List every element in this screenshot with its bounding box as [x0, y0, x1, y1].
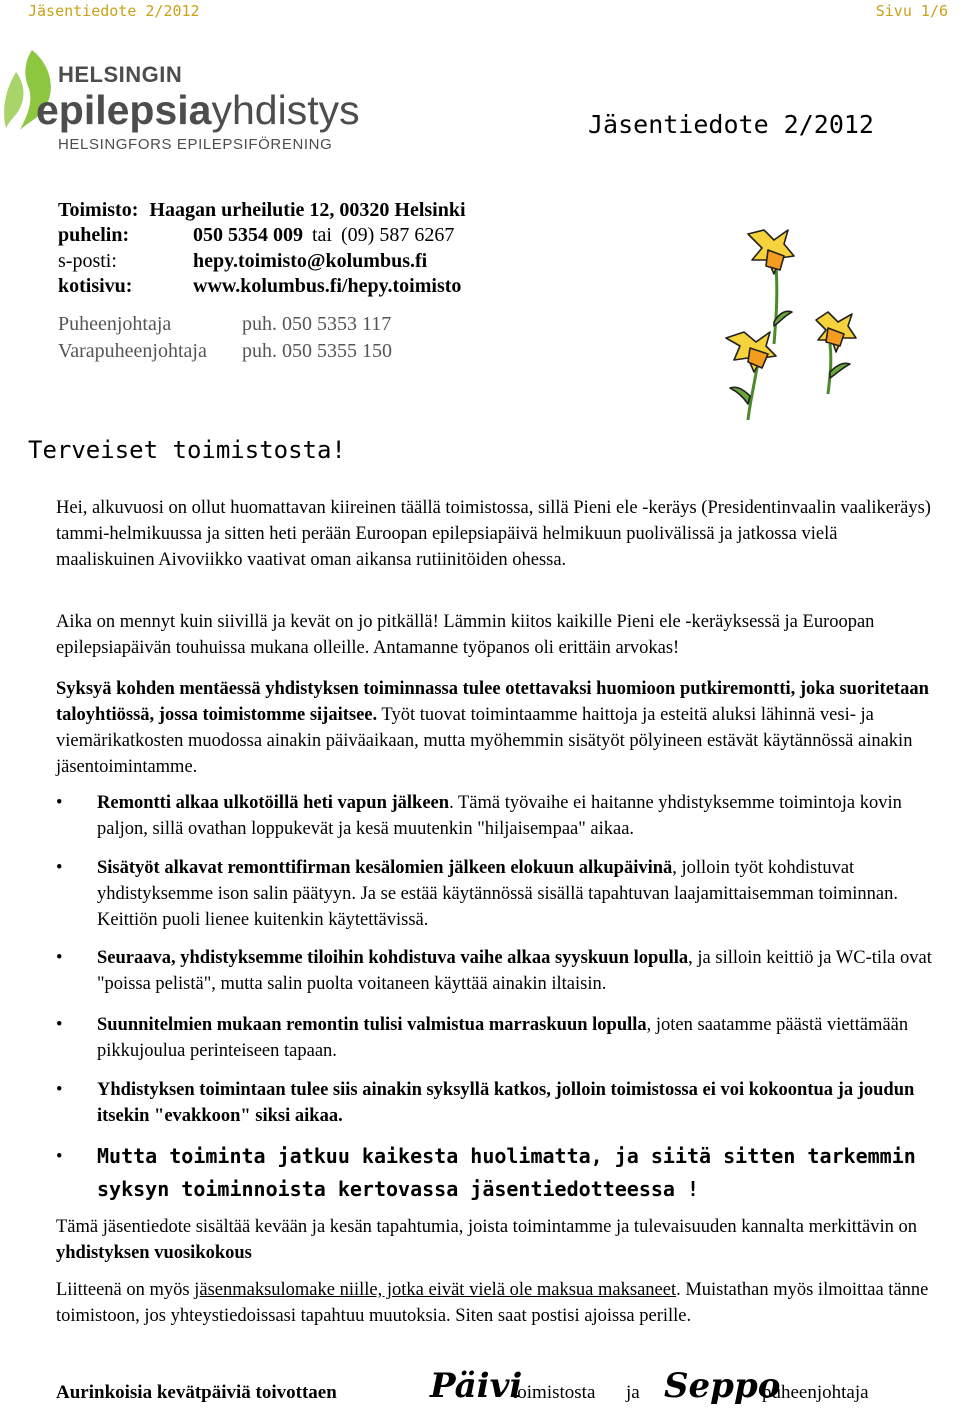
membership-form-note: jäsenmaksulomake niille, jotka eivät vielä ole maksua maksaneet: [194, 1280, 677, 1300]
list-item-lead: Seuraava, yhdistyksemme tiloihin kohdistuva vaihe alkaa syyskuun lopulla: [97, 948, 689, 968]
phone-or: tai: [312, 224, 332, 246]
list-item-text: , joten saatamme päästä viettämään pikkujoulua perinteiseen tapaan.: [97, 1015, 909, 1061]
renovation-schedule-list: [56, 790, 956, 1220]
logo-line-swedish: HELSINGFORS EPILEPSIFÖRENING: [58, 136, 333, 153]
attachment-rest: . Muistathan myös ilmoittaa tänne toimistoon, jos yhteystiedoissasi tapahtuu muutoksia. Siten saat postisi ajoissa perille.: [56, 1280, 929, 1326]
officer-role: Varapuheenjohtaja: [58, 340, 207, 362]
list-item-text: , jolloin työt kohdistuvat yhdistyksemme ison salin päätyyn. Ja se estää käytännössä sisällä tapahtuvan laajamittaisemman toiminnan. Keittiön puoli lienee kuitenkin käytettävissä.: [97, 858, 898, 930]
bullet-icon: •: [56, 1080, 63, 1100]
list-item: [56, 855, 956, 933]
phone-number-1: 050 5354 009: [193, 224, 303, 246]
list-item-lead: Sisätyöt alkavat remonttifirman kesälomien jälkeen elokuun alkupäivinä: [97, 858, 673, 878]
logo-word-yhdistys: yhdistys: [211, 87, 360, 133]
phone-label: puhelin:: [58, 224, 130, 246]
document-title: Jäsentiedote 2/2012: [588, 110, 874, 139]
attachment-intro: Liitteenä on myös: [56, 1280, 195, 1300]
email-label: s-posti:: [58, 250, 117, 272]
list-item: [56, 945, 956, 997]
signoff-role-2: puheenjohtaja: [762, 1382, 869, 1403]
logo-line-helsingin: HELSINGIN: [58, 62, 183, 87]
header-left: Jäsentiedote 2/2012: [28, 2, 200, 20]
list-item-closing: Mutta toiminta jatkuu kaikesta huolimatta, ja siitä sitten tarkemmin syksyn toiminnoista kertovassa jäsentiedotteessa !: [97, 1144, 916, 1201]
list-item-lead: Suunnitelmien mukaan remontin tulisi valmistua marraskuun lopulla: [97, 1015, 647, 1035]
header-page-number: Sivu 1/6: [875, 2, 948, 20]
list-item: [56, 1012, 956, 1064]
signoff-role-1: toimistosta: [512, 1382, 596, 1403]
signoff: [56, 1366, 936, 1420]
logo-word-epilepsia: epilepsia: [36, 87, 212, 133]
website-url[interactable]: www.kolumbus.fi/hepy.toimisto: [193, 275, 462, 297]
renovation-details: Työt tuovat toimintaamme haittoja ja esteitä aluksi lähinnä vesi- ja viemärikatkosten muodossa ainakin päiväaikaan, mutta myöhemmin sisätyöt pölyineen estävät käytännössä ainakin jäsentoimintamme.: [56, 705, 913, 777]
contents-paragraph: [56, 1214, 936, 1266]
list-item-text: . Tämä työvaihe ei haitanne yhdistyksemme toimintoja kovin paljon, sillä ovathan loppukevät ja kesä muutenkin "hiljaisempaa" aikaa.: [97, 793, 902, 839]
officers-list: [58, 311, 478, 367]
list-item-lead: Remontti alkaa ulkotöillä heti vapun jälkeen: [97, 793, 450, 813]
officer-role: Puheenjohtaja: [58, 313, 172, 335]
officer-phone: puh. 050 5353 117: [242, 313, 392, 335]
bullet-icon: •: [56, 793, 63, 813]
list-item: [56, 790, 956, 842]
annual-meeting: yhdistyksen vuosikokous: [56, 1243, 252, 1263]
list-item-text: , ja silloin keittiö ja WC-tila ovat "poissa pelistä", mutta salin puolta voitaneen käyttää ainakin iltaisin.: [97, 948, 932, 994]
thanks-paragraph: Aika on mennyt kuin siivillä ja kevät on jo pitkällä! Lämmin kiitos kaikille Pieni ele -keräyksessä ja Euroopan epilepsiapäivän touhuissa mukana olleille. Antamanne työpanos oli erittäin arvokas!: [56, 612, 875, 658]
renovation-lead: Syksyä kohden mentäessä yhdistyksen toiminnassa tulee otettavaksi huomioon putkiremontti, joka suoritetaan taloyhtiössä, jossa toimistomme sijaitsee.: [56, 679, 929, 725]
signature-paivi: Päivi: [430, 1366, 523, 1406]
bullet-icon: •: [56, 858, 63, 878]
contact-block: [58, 198, 578, 302]
signoff-and: ja: [626, 1382, 640, 1403]
signature-seppo: Seppo: [664, 1366, 781, 1406]
bullet-icon: •: [56, 948, 63, 968]
signoff-greeting: Aurinkoisia kevätpäiviä toivottaen: [56, 1382, 337, 1403]
renovation-paragraph: [56, 676, 956, 780]
email-address[interactable]: hepy.toimisto@kolumbus.fi: [193, 250, 428, 272]
bullet-icon: •: [56, 1147, 63, 1167]
bullet-icon: •: [56, 1015, 63, 1035]
section-title: Terveiset toimistosta!: [28, 436, 346, 464]
attachment-paragraph: [56, 1277, 956, 1329]
list-item-lead: Yhdistyksen toimintaan tulee siis ainakin syksyllä katkos, jolloin toimistossa ei voi kokoontua ja joudun itsekin "evakkoon" siksi aikaa.: [97, 1080, 915, 1126]
phone-number-2: (09) 587 6267: [341, 224, 455, 246]
office-label: Toimisto:: [58, 199, 139, 221]
list-item: [56, 1140, 956, 1206]
daffodils-illustration: [718, 226, 878, 422]
organization-logo: [2, 48, 362, 158]
office-address: Haagan urheilutie 12, 00320 Helsinki: [149, 199, 466, 221]
contents-text: Tämä jäsentiedote sisältää kevään ja kesän tapahtumia, joista toimintamme ja tulevaisuuden kannalta merkittävin on: [56, 1217, 917, 1237]
list-item: [56, 1077, 956, 1129]
intro-paragraph: Hei, alkuvuosi on ollut huomattavan kiireinen täällä toimistossa, sillä Pieni ele -keräys (Presidentinvaalin vaalikeräys) tammi-helmikuussa ja sitten heti perään Euroopan epilepsiapäivä helmikuun puolivälissä ja jatkossa vielä maaliskuinen Aivoviikko vaativat oman aikansa rutiinitöiden ohessa.: [56, 498, 931, 570]
website-label: kotisivu:: [58, 275, 133, 297]
officer-phone: puh. 050 5355 150: [242, 340, 392, 362]
